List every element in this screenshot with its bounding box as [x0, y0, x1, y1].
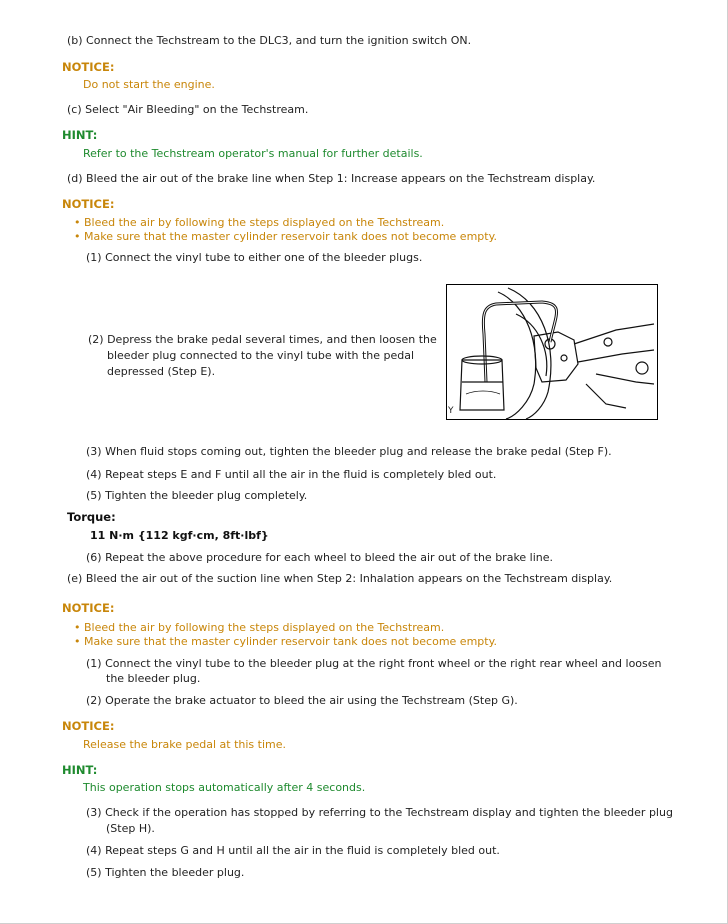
notice-title: NOTICE: [62, 719, 115, 733]
substep-d4: (4) Repeat steps E and F until all the air in the fluid is completely bled out. [86, 468, 497, 481]
notice-list-item: • Make sure that the master cylinder reservoir tank does not become empty. [84, 229, 497, 244]
substep-e1-line: the bleeder plug. [106, 672, 201, 685]
substep-e4: (4) Repeat steps G and H until all the air in the fluid is completely bled out. [86, 844, 500, 857]
step-d: (d) Bleed the air out of the brake line when Step 1: Increase appears on the Techstream display. [67, 172, 596, 185]
notice-title: NOTICE: [62, 601, 115, 615]
torque-value: 11 N·m {112 kgf·cm, 8ft·lbf} [90, 529, 269, 542]
substep-e3-line: (Step H). [106, 822, 155, 835]
figure-label: Y [448, 406, 454, 416]
substep-e2: (2) Operate the brake actuator to bleed the air using the Techstream (Step G). [86, 694, 518, 707]
notice-text: Do not start the engine. [83, 78, 215, 91]
step-b: (b) Connect the Techstream to the DLC3, and turn the ignition switch ON. [67, 34, 472, 47]
brake-bleeding-drawing [446, 284, 658, 420]
substep-e3-line: (3) Check if the operation has stopped by referring to the Techstream display and tighten the bleeder plug [86, 806, 673, 819]
hint-text: Refer to the Techstream operator's manual for further details. [83, 147, 423, 160]
substep-d3: (3) When fluid stops coming out, tighten the bleeder plug and release the brake pedal (Step F). [86, 445, 612, 458]
torque-title: Torque: [67, 510, 116, 524]
notice-text: Release the brake pedal at this time. [83, 738, 287, 751]
hint-text: This operation stops automatically after 4 seconds. [83, 781, 366, 794]
substep-d5: (5) Tighten the bleeder plug completely. [86, 489, 308, 502]
hint-title: HINT: [62, 763, 98, 777]
step-c: (c) Select "Air Bleeding" on the Techstream. [67, 103, 309, 116]
notice-title: NOTICE: [62, 60, 115, 74]
brake-bleeding-illustration [446, 284, 658, 420]
notice-title: NOTICE: [62, 197, 115, 211]
substep-d2-line: depressed (Step E). [107, 365, 216, 378]
substep-d6: (6) Repeat the above procedure for each wheel to bleed the air out of the brake line. [86, 551, 554, 564]
notice-list-item: • Bleed the air by following the steps displayed on the Techstream. [84, 215, 444, 230]
notice-list-item: • Bleed the air by following the steps displayed on the Techstream. [84, 620, 444, 635]
step-e: (e) Bleed the air out of the suction line when Step 2: Inhalation appears on the Techstream display. [67, 572, 613, 585]
substep-d2-line: (2) Depress the brake pedal several times, and then loosen the [88, 333, 437, 346]
substep-d1: (1) Connect the vinyl tube to either one of the bleeder plugs. [86, 251, 423, 264]
substep-e5: (5) Tighten the bleeder plug. [86, 866, 245, 879]
notice-list-item: • Make sure that the master cylinder reservoir tank does not become empty. [84, 634, 497, 649]
hint-title: HINT: [62, 128, 98, 142]
substep-d2-line: bleeder plug connected to the vinyl tube with the pedal [107, 349, 415, 362]
substep-e1-line: (1) Connect the vinyl tube to the bleeder plug at the right front wheel or the right rear wheel and loosen [86, 657, 662, 670]
